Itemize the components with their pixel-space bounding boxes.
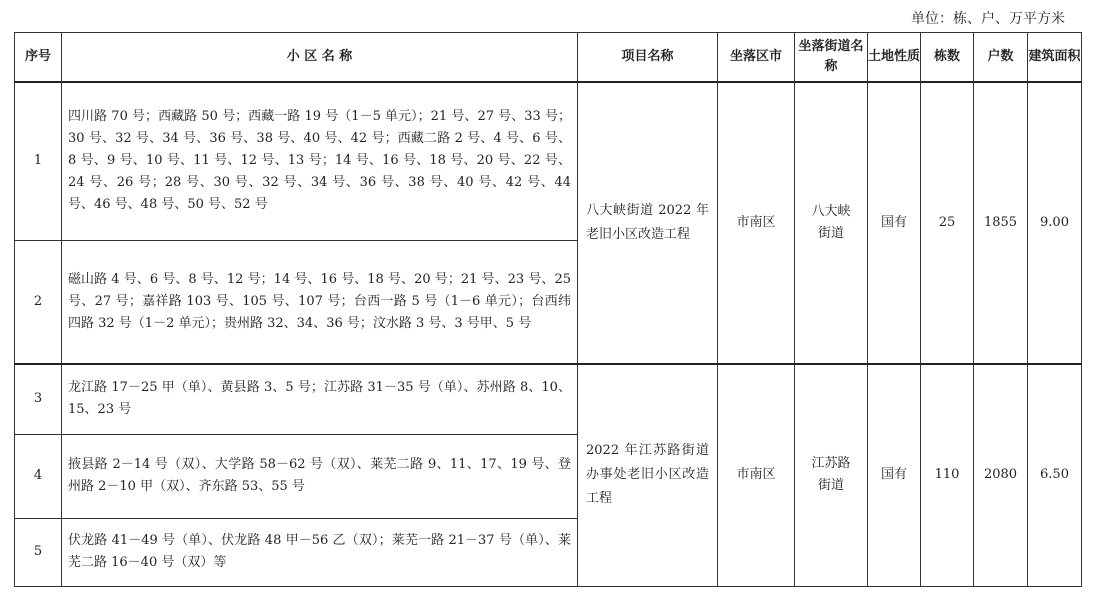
- group-buildings: 110: [921, 364, 974, 586]
- header-row: [15, 33, 1082, 83]
- group-district: 市南区: [718, 364, 795, 586]
- row-seq: 3: [15, 364, 62, 434]
- header-land: 土地性质: [868, 33, 921, 83]
- row-names: 掖县路 2－14 号（双）、大学路 58－62 号（双）、莱芜二路 9、11、17、19 号、登州路 2－10 甲（双）、齐东路 53、55 号: [62, 434, 578, 518]
- group-households: 1855: [974, 82, 1028, 364]
- group-street: 江苏路街道: [795, 364, 868, 586]
- row-names: 伏龙路 41－49 号（单）、伏龙路 48 甲－56 乙（双）；莱芜一路 21－37 号（单）、莱芜二路 16－40 号（双）等: [62, 518, 578, 586]
- group-project: 2022 年江苏路街道办事处老旧小区改造工程: [578, 364, 718, 586]
- header-area: 建筑面积: [1028, 33, 1082, 83]
- group-land: 国有: [868, 364, 921, 586]
- group-land: 国有: [868, 82, 921, 364]
- header-street: 坐落街道名 称: [795, 33, 868, 83]
- row-names: 四川路 70 号；西藏路 50 号；西藏一路 19 号（1－5 单元）；21 号、27 号、33 号；30 号、32 号、34 号、36 号、38 号、40 号、42 号；西藏二路 2 号、4 号、6 号、8 号、9 号、10 号、11 号、12 号、13 号；14 号、16 号、18 号、20 号、22 号、24 号、26 号；28 号、30 号、32 号、34 号、36 号、38 号、40 号、42 号、44 号、46 号、48 号、50 号、52 号: [62, 82, 578, 240]
- header-names: 小 区 名 称: [62, 33, 578, 83]
- header-households: 户数: [974, 33, 1028, 83]
- header-seq: 序号: [15, 33, 62, 83]
- header-project: 项目名称: [578, 33, 718, 83]
- row-names: 龙江路 17－25 甲（单）、黄县路 3、5 号；江苏路 31－35 号（单）、苏州路 8、10、15、23 号: [62, 364, 578, 434]
- group-households: 2080: [974, 364, 1028, 586]
- group-street: 八大峡街道: [795, 82, 868, 364]
- row-seq: 1: [15, 82, 62, 240]
- header-district: 坐落区市: [718, 33, 795, 83]
- row-seq: 4: [15, 434, 62, 518]
- table-row: [15, 364, 1082, 434]
- unit-label: 单位：栋、户、万平方米: [911, 11, 1065, 27]
- group-district: 市南区: [718, 82, 795, 364]
- row-names: 磁山路 4 号、6 号、8 号、12 号；14 号、16 号、18 号、20 号；21 号、23 号、25 号、27 号；嘉祥路 103 号、105 号、107 号；台西一路 5 号（1－6 单元）；台西纬四路 32 号（1－2 单元）；贵州路 32、34、36 号；汶水路 3 号、3 号甲、5 号: [62, 240, 578, 364]
- row-seq: 5: [15, 518, 62, 586]
- group-project: 八大峡街道 2022 年老旧小区改造工程: [578, 82, 718, 364]
- row-seq: 2: [15, 240, 62, 364]
- group-area: 6.50: [1028, 364, 1082, 586]
- group-buildings: 25: [921, 82, 974, 364]
- table-row: [15, 82, 1082, 240]
- renovation-table: [14, 32, 1082, 587]
- group-area: 9.00: [1028, 82, 1082, 364]
- header-buildings: 栋数: [921, 33, 974, 83]
